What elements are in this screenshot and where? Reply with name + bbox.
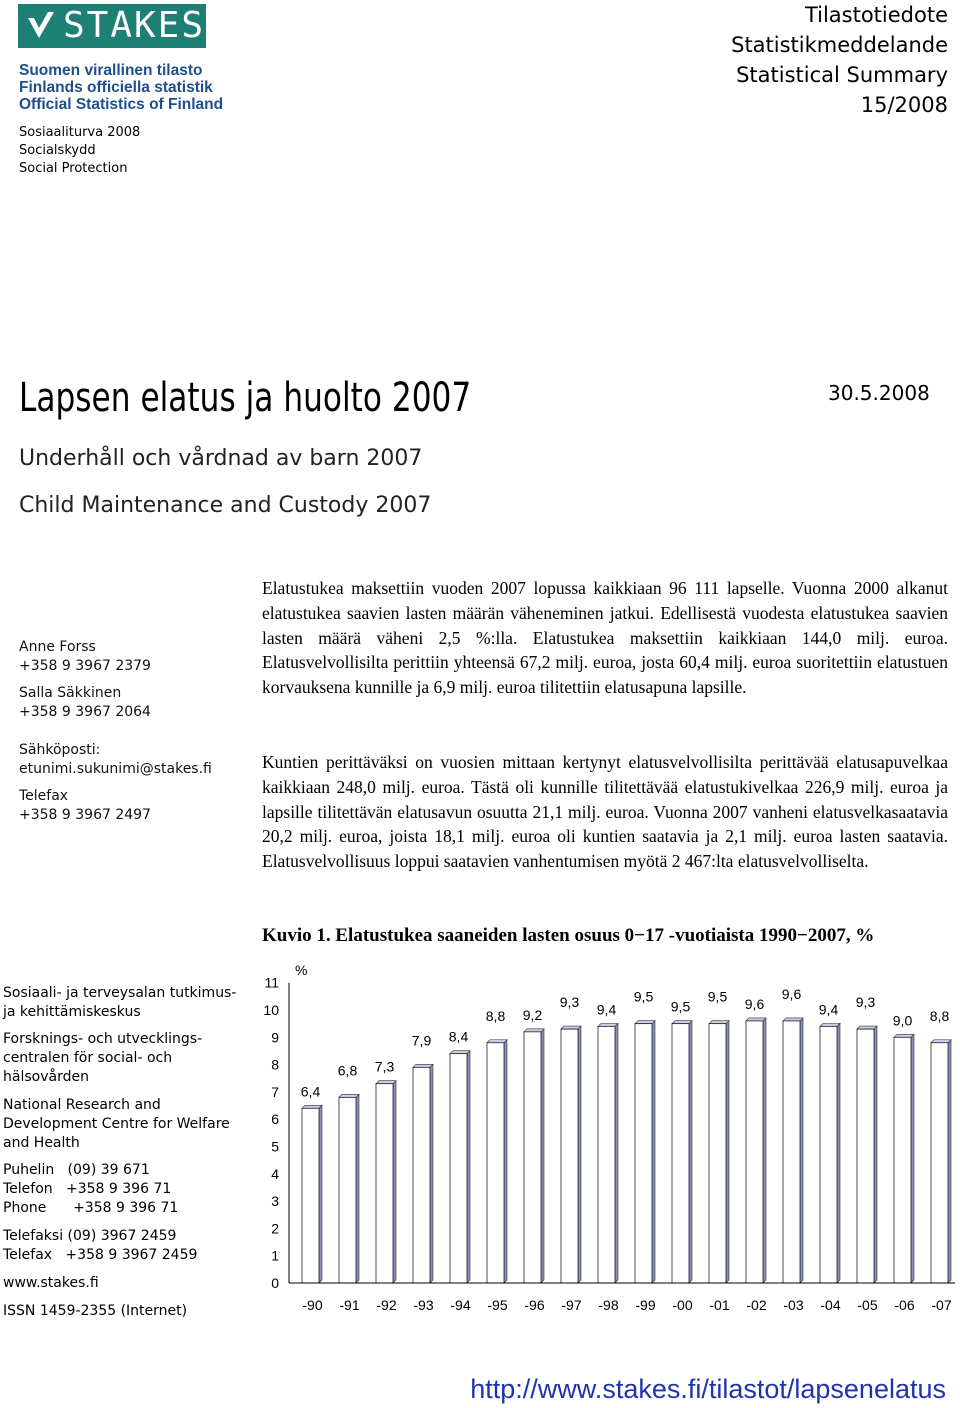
bar xyxy=(302,1108,319,1283)
data-label: 9,6 xyxy=(781,985,802,1002)
org-name-en-1: National Research and xyxy=(3,1097,161,1113)
org-phone-fi: Puhelin (09) 39 671 xyxy=(3,1162,150,1178)
org-name-en-2: Development Centre for Welfare xyxy=(3,1116,230,1132)
x-tick-label: -95 xyxy=(487,1297,508,1313)
x-tick-label: -03 xyxy=(783,1297,804,1313)
data-label: 9,2 xyxy=(522,1006,543,1023)
logo-line-fi: Suomen virallinen tilasto xyxy=(19,62,203,79)
contact-fax: +358 9 3967 2497 xyxy=(19,807,151,823)
fax-label: Telefax xyxy=(19,788,69,804)
org-fax-fi: Telefaksi (09) 3967 2459 xyxy=(3,1228,177,1244)
y-tick-label: 11 xyxy=(264,974,279,991)
x-tick-label: -98 xyxy=(598,1297,619,1313)
data-label: 6,8 xyxy=(337,1062,358,1079)
bar-side xyxy=(948,1040,951,1283)
series-en: Social Protection xyxy=(19,161,128,176)
contact-email[interactable]: etunimi.sukunimi@stakes.fi xyxy=(19,761,212,777)
bar xyxy=(931,1043,948,1283)
bar xyxy=(413,1067,430,1283)
x-tick-label: -05 xyxy=(857,1297,878,1313)
contact-phone-1: +358 9 3967 2379 xyxy=(19,658,151,674)
contact-person-2: Salla Säkkinen xyxy=(19,685,122,701)
bar-top xyxy=(302,1105,322,1108)
bar-top xyxy=(894,1034,914,1037)
bar xyxy=(450,1054,467,1283)
subtitle-sv: Underhåll och vårdnad av barn 2007 xyxy=(19,446,423,471)
y-tick-label: 1 xyxy=(271,1247,279,1264)
publication-type-sv: Statistikmeddelande xyxy=(731,33,948,57)
publication-number: 15/2008 xyxy=(860,93,948,117)
y-tick-label: 0 xyxy=(271,1275,279,1291)
x-tick-label: -00 xyxy=(672,1297,693,1313)
y-tick-label: 2 xyxy=(271,1220,279,1237)
bar-side xyxy=(689,1021,692,1283)
y-axis-label: % xyxy=(295,962,308,978)
bar-top xyxy=(450,1051,470,1054)
y-tick-label: 7 xyxy=(271,1083,279,1100)
data-label: 9,0 xyxy=(892,1012,913,1029)
y-tick-label: 6 xyxy=(271,1111,279,1128)
x-tick-label: -07 xyxy=(931,1297,952,1313)
bar-top xyxy=(783,1018,803,1021)
org-name-fi-1: Sosiaali- ja terveysalan tutkimus- xyxy=(3,985,237,1001)
org-phone-sv: Telefon +358 9 396 71 xyxy=(3,1181,172,1197)
data-label: 9,4 xyxy=(818,1001,839,1018)
body-paragraph-2: Kuntien perittäväksi on vuosien mittaan kertynyt elatusvelvollisilta perittävää elatusapuvelkaa kaikkiaan 248,0 milj. euroa. Tästä oli kunnille tilitettävää elatustukivelkaa 226,9 milj. euroa ja lapsille tilitettävän elatusavun osuutta 21,1 milj. euroa. Vuonna 2007 vanheni elatusvelkasaatavia 20,2 milj. euroa, joista 18,1 milj. euroa oli kuntien saatavia ja 2,1 milj. euroa lasten saatavia. Elatusvelvollisuus loppui saatavien vanhentumisen myötä 2 467:lta elatusvelvolliselta. xyxy=(262,752,948,872)
publication-date: 30.5.2008 xyxy=(828,381,930,405)
x-tick-label: -93 xyxy=(413,1297,434,1313)
bar-top xyxy=(524,1029,544,1032)
bar-top xyxy=(857,1026,877,1029)
org-name-sv-1: Forsknings- och utvecklings- xyxy=(3,1031,203,1047)
x-tick-label: -97 xyxy=(561,1297,582,1313)
bar-side xyxy=(578,1026,581,1283)
bar-chart xyxy=(255,955,955,1315)
y-tick-label: 8 xyxy=(271,1056,279,1073)
x-tick-label: -99 xyxy=(635,1297,656,1313)
bar xyxy=(561,1029,578,1283)
bar-top xyxy=(746,1018,766,1021)
bar-top xyxy=(672,1021,692,1024)
x-tick-label: -92 xyxy=(376,1297,397,1313)
bar xyxy=(376,1084,393,1283)
bar-side xyxy=(430,1064,433,1283)
logo-line-en: Official Statistics of Finland xyxy=(19,96,224,113)
data-label: 9,5 xyxy=(633,988,654,1005)
data-label: 7,9 xyxy=(411,1032,432,1049)
org-name-sv-2: centralen för social- och xyxy=(3,1050,173,1066)
bar-top xyxy=(635,1021,655,1024)
chart-title: Kuvio 1. Elatustukea saaneiden lasten osuus 0−17 -vuotiaista 1990−2007, % xyxy=(262,925,875,946)
org-fax-sv: Telefax +358 9 3967 2459 xyxy=(3,1247,198,1263)
data-label: 9,5 xyxy=(707,988,728,1005)
data-label: 8,8 xyxy=(485,1007,506,1024)
bar-side xyxy=(874,1026,877,1283)
data-label: 9,3 xyxy=(559,994,580,1011)
bar-top xyxy=(561,1026,581,1029)
x-tick-label: -02 xyxy=(746,1297,767,1313)
x-tick-label: -01 xyxy=(709,1297,730,1313)
bar-top xyxy=(487,1040,507,1043)
bar-top xyxy=(376,1081,396,1084)
bar-side xyxy=(467,1051,470,1283)
y-tick-label: 3 xyxy=(271,1193,279,1210)
data-label: 9,6 xyxy=(744,995,765,1012)
x-tick-label: -04 xyxy=(820,1297,841,1313)
issn: ISSN 1459-2355 (Internet) xyxy=(3,1303,188,1319)
x-tick-label: -90 xyxy=(302,1297,323,1313)
bar-top xyxy=(931,1040,951,1043)
bar xyxy=(746,1021,763,1283)
bar-side xyxy=(800,1018,803,1283)
contact-person-1: Anne Forss xyxy=(19,639,96,655)
y-tick-label: 10 xyxy=(263,1002,279,1018)
bar xyxy=(894,1037,911,1283)
data-label: 7,3 xyxy=(374,1058,395,1075)
stakes-logo-mark-icon xyxy=(26,10,56,40)
bar xyxy=(783,1021,800,1283)
x-tick-label: -06 xyxy=(894,1297,915,1313)
bar xyxy=(635,1024,652,1283)
y-tick-label: 9 xyxy=(271,1029,279,1046)
bar-side xyxy=(393,1081,396,1283)
publication-type-fi: Tilastotiedote xyxy=(804,3,948,27)
data-label: 9,3 xyxy=(855,994,876,1011)
email-label: Sähköposti: xyxy=(19,742,101,758)
bar xyxy=(487,1043,504,1283)
x-tick-label: -94 xyxy=(450,1297,471,1313)
bar-side xyxy=(615,1023,618,1283)
data-label: 9,4 xyxy=(596,1001,617,1018)
org-phone-en: Phone +358 9 396 71 xyxy=(3,1200,179,1216)
bar-side xyxy=(319,1105,322,1283)
org-website[interactable]: www.stakes.fi xyxy=(3,1275,99,1291)
series-fi: Sosiaaliturva 2008 xyxy=(19,125,141,140)
bar-side xyxy=(356,1094,359,1283)
bar-side xyxy=(504,1040,507,1283)
bar xyxy=(709,1024,726,1283)
bar-side xyxy=(541,1029,544,1283)
body-paragraph-1: Elatustukea maksettiin vuoden 2007 lopussa kaikkiaan 96 111 lapselle. Vuonna 2000 alkanut elatustukea saavien lasten määrän väheneminen jatkui. Edellisestä vuodesta elatustukea saavien lasten määrä väheni 2,5 %:lla. Elatustukea maksettiin kaikkiaan 144,0 milj. euroa. Elatusvelvollisilta perittiin yhteensä 67,2 milj. euroa, josta 60,4 milj. euroa suoritettiin elatustuen korvauksena kunnille ja 6,9 milj. euroa tilitettiin elatusapuna lapsille. xyxy=(262,578,948,698)
logo-line-sv: Finlands officiella statistik xyxy=(19,79,213,96)
bar-top xyxy=(709,1021,729,1024)
bar-side xyxy=(763,1018,766,1283)
bar-top xyxy=(413,1064,433,1067)
bar-top xyxy=(598,1023,618,1026)
stakes-statistics-link[interactable]: http://www.stakes.fi/tilastot/lapsenelatus xyxy=(470,1374,946,1404)
bar xyxy=(598,1026,615,1283)
contact-phone-2: +358 9 3967 2064 xyxy=(19,704,151,720)
bar-top xyxy=(820,1023,840,1026)
org-name-en-3: and Health xyxy=(3,1135,80,1151)
x-tick-label: -96 xyxy=(524,1297,545,1313)
bar xyxy=(857,1029,874,1283)
org-name-fi-2: ja kehittämiskeskus xyxy=(3,1004,141,1020)
stakes-logo-word: STAKES xyxy=(62,5,206,46)
bar xyxy=(339,1097,356,1283)
bar xyxy=(820,1026,837,1283)
data-label: 9,5 xyxy=(670,998,691,1015)
y-tick-label: 4 xyxy=(271,1165,279,1182)
publication-type-en: Statistical Summary xyxy=(736,63,948,87)
series-sv: Socialskydd xyxy=(19,143,96,158)
subtitle-en: Child Maintenance and Custody 2007 xyxy=(19,493,432,518)
bar-side xyxy=(726,1021,729,1283)
bar-top xyxy=(339,1094,359,1097)
y-tick-label: 5 xyxy=(271,1138,279,1155)
org-name-sv-3: hälsovården xyxy=(3,1069,89,1085)
x-tick-label: -91 xyxy=(339,1297,360,1313)
bar xyxy=(672,1024,689,1283)
data-label: 8,8 xyxy=(929,1007,950,1024)
page-title: Lapsen elatus ja huolto 2007 xyxy=(19,375,472,421)
bar-side xyxy=(911,1034,914,1283)
data-label: 6,4 xyxy=(300,1083,321,1100)
bar xyxy=(524,1032,541,1283)
bar-side xyxy=(837,1023,840,1283)
bar-side xyxy=(652,1021,655,1283)
data-label: 8,4 xyxy=(448,1028,469,1045)
